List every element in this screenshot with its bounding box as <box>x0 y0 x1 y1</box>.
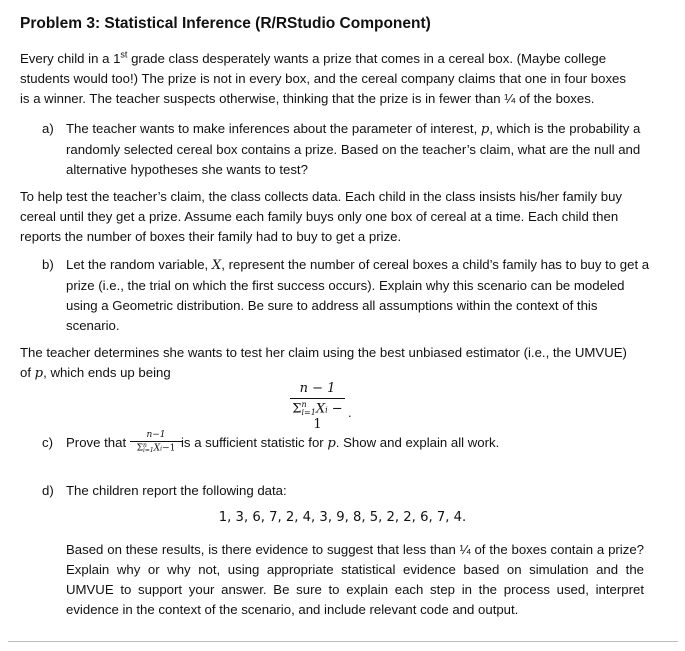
part-a-label: a) <box>42 121 54 136</box>
estimator-numerator: n − 1 <box>299 381 336 396</box>
data-collection-paragraph: To help test the teacher’s claim, the class collects data. Each child in the class insists his/her family buy cereal until they get a prize. Assume each family buys only one box of cereal at a time. Each child then reports the number of boxes their family had to buy to get a prize. <box>20 189 623 244</box>
intro-line-2: students would too!) The prize is not in every box, and the cereal company claims that one in four boxes <box>20 71 626 86</box>
reported-data: 1, 3, 6, 7, 2, 4, 3, 9, 8, 5, 2, 2, 6, 7, 4. <box>218 510 467 525</box>
intro-paragraph <box>20 49 660 109</box>
problem-title: Problem 3: Statistical Inference (R/RStudio Component) <box>20 15 431 32</box>
page-divider <box>8 641 678 642</box>
estimator-period: . <box>348 405 352 420</box>
part-d-label: d) <box>42 483 54 498</box>
umvue-line-1: The teacher determines she wants to test her claim using the best unbiased estimator (i.e., the UMVUE) <box>20 345 627 360</box>
umvue-estimator <box>290 381 345 432</box>
part-c-text: is a sufficient statistic for p. Show and explain all work. <box>181 435 500 451</box>
part-d-question: Based on these results, is there evidence to suggest that less than ¼ of the boxes contain a prize? Explain why or why not, using appropriate statistical evidence based on simulation and the UMVUE to support your answer. Be sure to explain each step in the process used, interpret evidence in the context of the scenario, and include relevant code and output. <box>66 542 644 617</box>
estimator-denominator: Σn i=1Xi − 1 <box>292 400 343 432</box>
part-c-prefix: Prove that <box>66 435 127 450</box>
part-c-fraction: n−1 Σn i=1Xi−1 <box>130 431 182 454</box>
umvue-line-2: of p, which ends up being <box>20 365 171 381</box>
estimator-fraction-bar <box>290 398 345 399</box>
part-c-label: c) <box>42 435 53 450</box>
part-b-text: Let the random variable, X, represent the number of cereal boxes a child’s family has to buy to get a prize (i.e., the trial on which the first success occurs). Explain why this scenario can be modeled using a Geometric distribution. Be sure to address all assumptions within the context of this scenario. <box>66 257 650 333</box>
part-d-intro: The children report the following data: <box>66 483 287 498</box>
intro-line-1: Every child in a 1st grade class desperately wants a prize that comes in a cereal box. (Maybe college <box>20 49 607 66</box>
intro-line-3: is a winner. The teacher suspects otherwise, thinking that the prize is in fewer than ¼ of the boxes. <box>20 91 595 106</box>
umvue-paragraph <box>20 343 660 384</box>
part-a-text: The teacher wants to make inferences about the parameter of interest, p, which is the probability a randomly selected cereal box contains a prize. Based on the teacher’s claim, what are the null and alternative hypotheses she wants to test? <box>66 121 641 177</box>
part-b-label: b) <box>42 257 54 272</box>
